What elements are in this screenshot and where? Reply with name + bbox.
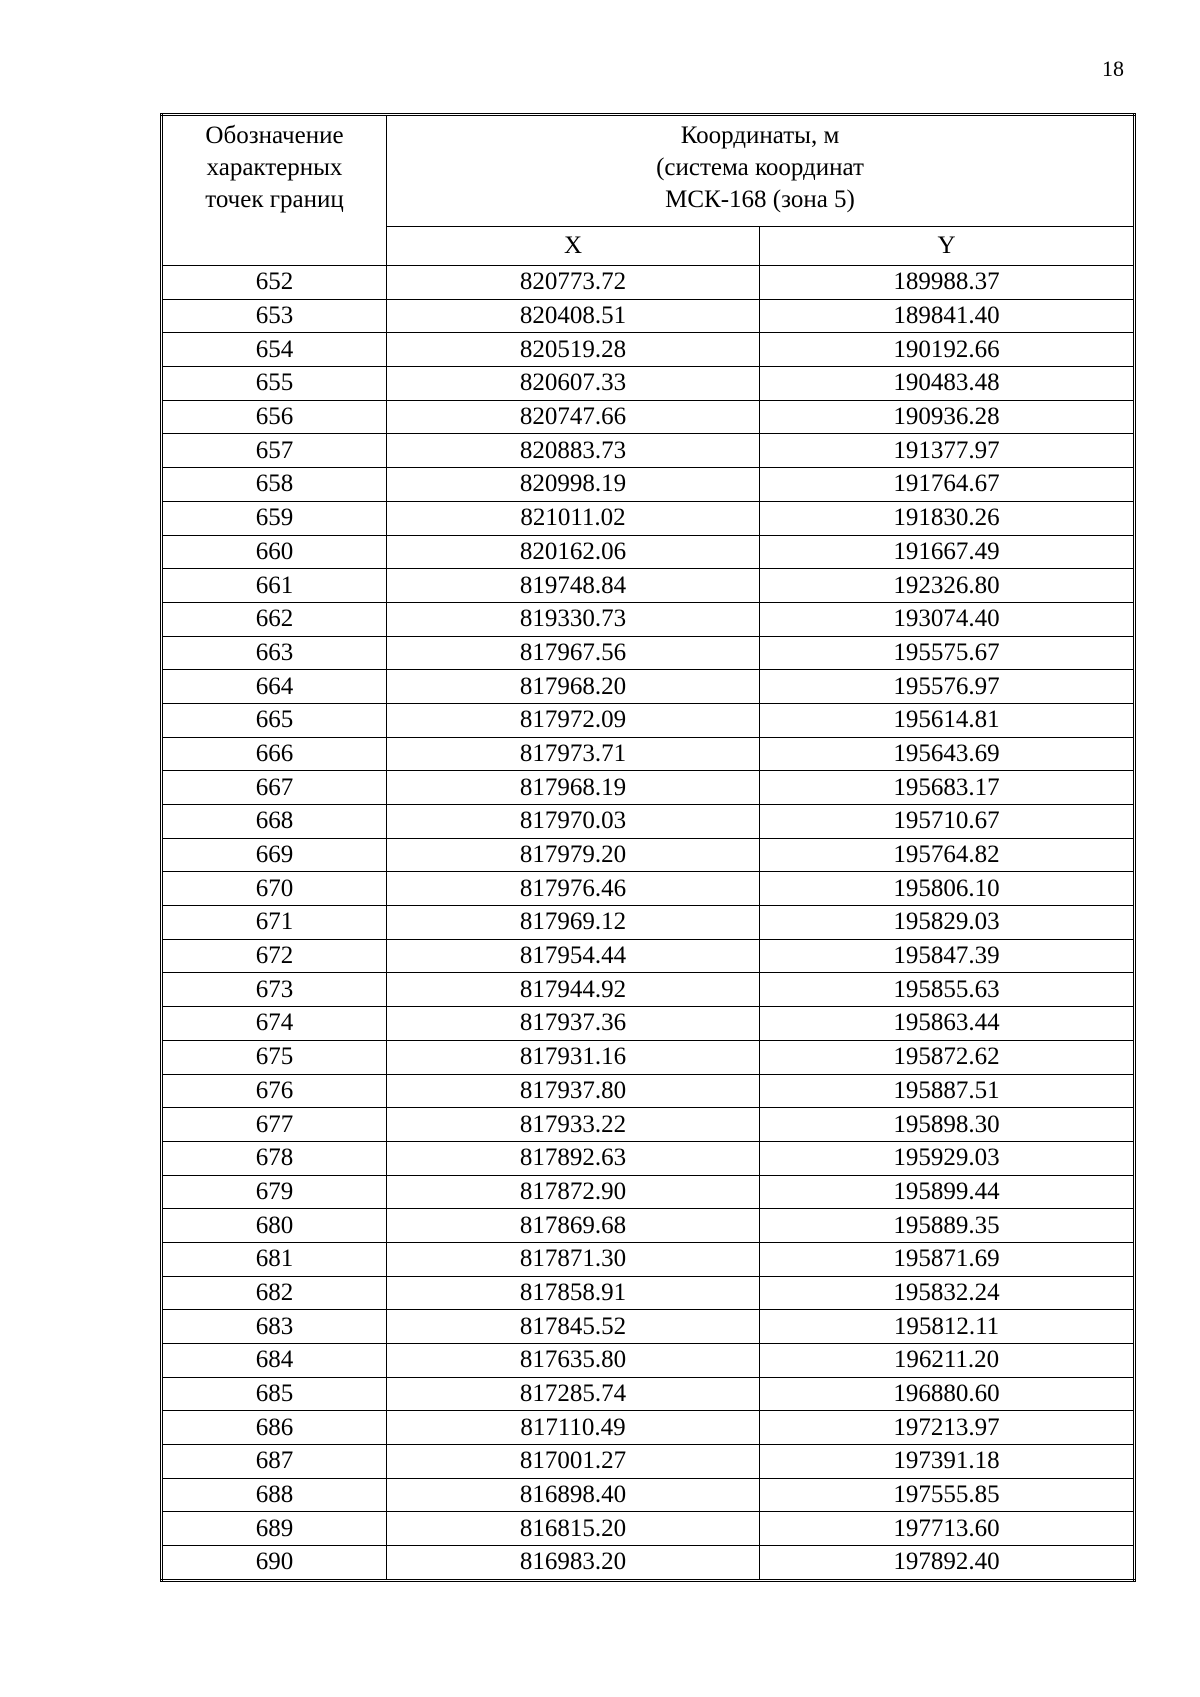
table-row — [162, 670, 1135, 704]
header-coordinates-line: (система координат — [656, 154, 864, 181]
x-coordinate-cell: 820408.51 — [387, 299, 760, 333]
x-coordinate-cell: 817937.36 — [387, 1007, 760, 1041]
x-coordinate-cell: 817973.71 — [387, 737, 760, 771]
table-row — [162, 400, 1135, 434]
point-id-cell: 671 — [162, 906, 387, 940]
point-id-cell: 678 — [162, 1141, 387, 1175]
point-id-cell: 688 — [162, 1478, 387, 1512]
y-coordinate-cell: 195863.44 — [760, 1007, 1135, 1041]
point-id-cell: 685 — [162, 1377, 387, 1411]
point-id-cell: 676 — [162, 1074, 387, 1108]
point-id-cell: 652 — [162, 266, 387, 300]
x-coordinate-cell: 817937.80 — [387, 1074, 760, 1108]
table-row — [162, 1377, 1135, 1411]
y-coordinate-cell: 195614.81 — [760, 703, 1135, 737]
header-coordinates — [387, 115, 1135, 227]
x-coordinate-cell: 820162.06 — [387, 535, 760, 569]
y-coordinate-cell: 189988.37 — [760, 266, 1135, 300]
point-id-cell: 657 — [162, 434, 387, 468]
point-id-cell: 680 — [162, 1209, 387, 1243]
x-coordinate-cell: 817871.30 — [387, 1242, 760, 1276]
x-coordinate-cell: 817933.22 — [387, 1108, 760, 1142]
y-coordinate-cell: 195898.30 — [760, 1108, 1135, 1142]
table-row — [162, 1007, 1135, 1041]
y-coordinate-cell: 196211.20 — [760, 1344, 1135, 1378]
x-coordinate-cell: 820773.72 — [387, 266, 760, 300]
x-coordinate-cell: 816815.20 — [387, 1512, 760, 1546]
x-coordinate-cell: 817635.80 — [387, 1344, 760, 1378]
point-id-cell: 653 — [162, 299, 387, 333]
table-row — [162, 1310, 1135, 1344]
x-coordinate-cell: 819330.73 — [387, 602, 760, 636]
y-coordinate-cell: 195889.35 — [760, 1209, 1135, 1243]
table-row — [162, 973, 1135, 1007]
x-coordinate-cell: 817972.09 — [387, 703, 760, 737]
x-coordinate-cell: 820607.33 — [387, 367, 760, 401]
y-coordinate-cell: 197213.97 — [760, 1411, 1135, 1445]
x-coordinate-cell: 817931.16 — [387, 1040, 760, 1074]
header-point-label-line: Обозначение — [205, 122, 344, 149]
point-id-cell: 672 — [162, 939, 387, 973]
point-id-cell: 687 — [162, 1445, 387, 1479]
header-y: Y — [760, 227, 1135, 266]
table-row — [162, 535, 1135, 569]
table-header — [162, 115, 1135, 266]
y-coordinate-cell: 197391.18 — [760, 1445, 1135, 1479]
table-row — [162, 1074, 1135, 1108]
x-coordinate-cell: 817858.91 — [387, 1276, 760, 1310]
table-row — [162, 501, 1135, 535]
x-coordinate-cell: 817967.56 — [387, 636, 760, 670]
table-row — [162, 771, 1135, 805]
table-row — [162, 1209, 1135, 1243]
table-row — [162, 569, 1135, 603]
point-id-cell: 660 — [162, 535, 387, 569]
table-row — [162, 1512, 1135, 1546]
y-coordinate-cell: 190936.28 — [760, 400, 1135, 434]
point-id-cell: 665 — [162, 703, 387, 737]
coordinates-table-container — [160, 113, 1133, 1582]
y-coordinate-cell: 195764.82 — [760, 838, 1135, 872]
x-coordinate-cell: 817869.68 — [387, 1209, 760, 1243]
x-coordinate-cell: 817285.74 — [387, 1377, 760, 1411]
y-coordinate-cell: 195643.69 — [760, 737, 1135, 771]
point-id-cell: 654 — [162, 333, 387, 367]
x-coordinate-cell: 821011.02 — [387, 501, 760, 535]
y-coordinate-cell: 197892.40 — [760, 1546, 1135, 1581]
point-id-cell: 659 — [162, 501, 387, 535]
table-row — [162, 906, 1135, 940]
y-coordinate-cell: 190483.48 — [760, 367, 1135, 401]
x-coordinate-cell: 817970.03 — [387, 805, 760, 839]
table-row — [162, 939, 1135, 973]
point-id-cell: 690 — [162, 1546, 387, 1581]
y-coordinate-cell: 195832.24 — [760, 1276, 1135, 1310]
y-coordinate-cell: 197555.85 — [760, 1478, 1135, 1512]
point-id-cell: 655 — [162, 367, 387, 401]
y-coordinate-cell: 195683.17 — [760, 771, 1135, 805]
header-point-label-line: характерных — [206, 154, 343, 181]
x-coordinate-cell: 817954.44 — [387, 939, 760, 973]
y-coordinate-cell: 197713.60 — [760, 1512, 1135, 1546]
table-row — [162, 1040, 1135, 1074]
y-coordinate-cell: 195872.62 — [760, 1040, 1135, 1074]
table-row — [162, 1141, 1135, 1175]
point-id-cell: 682 — [162, 1276, 387, 1310]
x-coordinate-cell: 816983.20 — [387, 1546, 760, 1581]
table-row — [162, 1175, 1135, 1209]
point-id-cell: 679 — [162, 1175, 387, 1209]
y-coordinate-cell: 195576.97 — [760, 670, 1135, 704]
y-coordinate-cell: 195847.39 — [760, 939, 1135, 973]
point-id-cell: 675 — [162, 1040, 387, 1074]
x-coordinate-cell: 820998.19 — [387, 468, 760, 502]
y-coordinate-cell: 195871.69 — [760, 1242, 1135, 1276]
header-point-label-line: точек границ — [205, 186, 344, 213]
point-id-cell: 669 — [162, 838, 387, 872]
x-coordinate-cell: 817110.49 — [387, 1411, 760, 1445]
x-coordinate-cell: 817872.90 — [387, 1175, 760, 1209]
header-x: X — [387, 227, 760, 266]
point-id-cell: 663 — [162, 636, 387, 670]
table-row — [162, 872, 1135, 906]
table-row — [162, 1411, 1135, 1445]
point-id-cell: 666 — [162, 737, 387, 771]
y-coordinate-cell: 190192.66 — [760, 333, 1135, 367]
x-coordinate-cell: 817969.12 — [387, 906, 760, 940]
table-row — [162, 468, 1135, 502]
y-coordinate-cell: 195829.03 — [760, 906, 1135, 940]
y-coordinate-cell: 195812.11 — [760, 1310, 1135, 1344]
table-body — [162, 266, 1135, 1581]
header-point-label — [162, 115, 387, 266]
table-row — [162, 1478, 1135, 1512]
point-id-cell: 677 — [162, 1108, 387, 1142]
header-coordinates-line: МСК-168 (зона 5) — [665, 186, 855, 213]
point-id-cell: 668 — [162, 805, 387, 839]
table-row — [162, 636, 1135, 670]
table-row — [162, 737, 1135, 771]
table-row — [162, 1276, 1135, 1310]
point-id-cell: 673 — [162, 973, 387, 1007]
point-id-cell: 661 — [162, 569, 387, 603]
y-coordinate-cell: 195887.51 — [760, 1074, 1135, 1108]
x-coordinate-cell: 819748.84 — [387, 569, 760, 603]
table-row — [162, 333, 1135, 367]
x-coordinate-cell: 817001.27 — [387, 1445, 760, 1479]
y-coordinate-cell: 195899.44 — [760, 1175, 1135, 1209]
x-coordinate-cell: 817968.19 — [387, 771, 760, 805]
y-coordinate-cell: 191667.49 — [760, 535, 1135, 569]
table-row — [162, 602, 1135, 636]
x-coordinate-cell: 820747.66 — [387, 400, 760, 434]
x-coordinate-cell: 817968.20 — [387, 670, 760, 704]
y-coordinate-cell: 195710.67 — [760, 805, 1135, 839]
table-row — [162, 1344, 1135, 1378]
y-coordinate-cell: 193074.40 — [760, 602, 1135, 636]
table-row — [162, 367, 1135, 401]
y-coordinate-cell: 191764.67 — [760, 468, 1135, 502]
header-coordinates-line: Координаты, м — [680, 122, 840, 149]
y-coordinate-cell: 192326.80 — [760, 569, 1135, 603]
table-row — [162, 703, 1135, 737]
point-id-cell: 670 — [162, 872, 387, 906]
x-coordinate-cell: 817979.20 — [387, 838, 760, 872]
point-id-cell: 674 — [162, 1007, 387, 1041]
y-coordinate-cell: 195929.03 — [760, 1141, 1135, 1175]
table-row — [162, 434, 1135, 468]
table-row — [162, 838, 1135, 872]
point-id-cell: 686 — [162, 1411, 387, 1445]
table-row — [162, 805, 1135, 839]
x-coordinate-cell: 820883.73 — [387, 434, 760, 468]
y-coordinate-cell: 195806.10 — [760, 872, 1135, 906]
point-id-cell: 667 — [162, 771, 387, 805]
y-coordinate-cell: 195855.63 — [760, 973, 1135, 1007]
y-coordinate-cell: 189841.40 — [760, 299, 1135, 333]
point-id-cell: 681 — [162, 1242, 387, 1276]
table-row — [162, 1546, 1135, 1581]
coordinates-table — [160, 113, 1136, 1582]
x-coordinate-cell: 817892.63 — [387, 1141, 760, 1175]
y-coordinate-cell: 191377.97 — [760, 434, 1135, 468]
point-id-cell: 684 — [162, 1344, 387, 1378]
table-row — [162, 1108, 1135, 1142]
x-coordinate-cell: 817944.92 — [387, 973, 760, 1007]
point-id-cell: 683 — [162, 1310, 387, 1344]
header-row-main — [162, 115, 1135, 227]
point-id-cell: 662 — [162, 602, 387, 636]
point-id-cell: 689 — [162, 1512, 387, 1546]
point-id-cell: 656 — [162, 400, 387, 434]
table-row — [162, 1242, 1135, 1276]
y-coordinate-cell: 195575.67 — [760, 636, 1135, 670]
x-coordinate-cell: 820519.28 — [387, 333, 760, 367]
x-coordinate-cell: 817976.46 — [387, 872, 760, 906]
point-id-cell: 658 — [162, 468, 387, 502]
table-row — [162, 1445, 1135, 1479]
x-coordinate-cell: 816898.40 — [387, 1478, 760, 1512]
table-row — [162, 266, 1135, 300]
page-number: 18 — [1102, 56, 1124, 81]
x-coordinate-cell: 817845.52 — [387, 1310, 760, 1344]
y-coordinate-cell: 196880.60 — [760, 1377, 1135, 1411]
point-id-cell: 664 — [162, 670, 387, 704]
y-coordinate-cell: 191830.26 — [760, 501, 1135, 535]
table-row — [162, 299, 1135, 333]
